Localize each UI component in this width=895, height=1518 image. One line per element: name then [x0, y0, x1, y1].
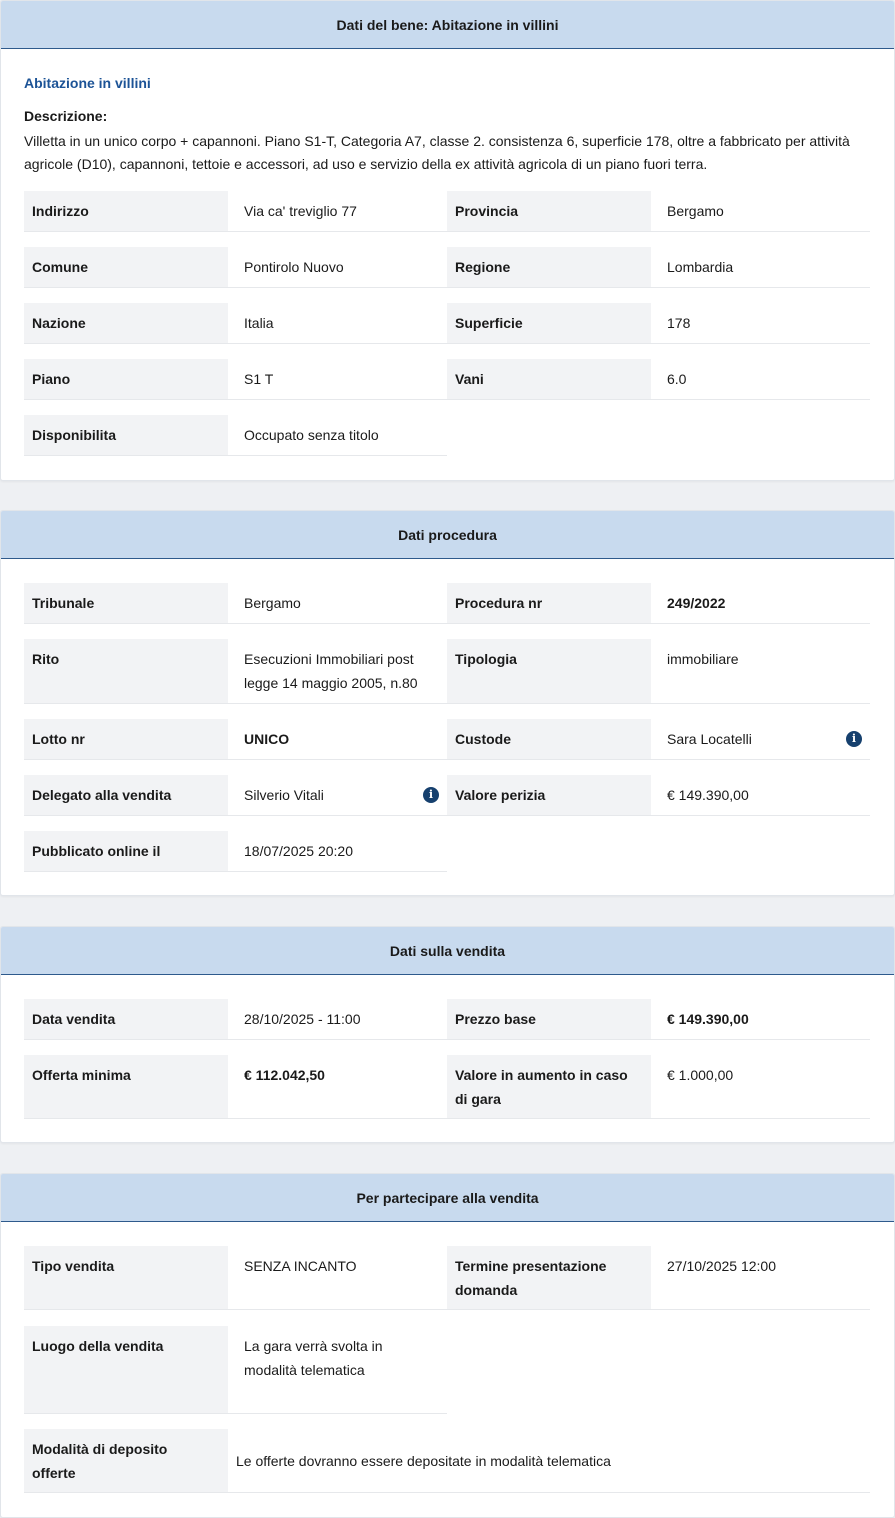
data-vendita-value: 28/10/2025 - 11:00 [228, 999, 447, 1040]
prezzo-base-value: € 149.390,00 [651, 999, 870, 1040]
piano-label: Piano [24, 359, 228, 400]
disponibilita-value: Occupato senza titolo [228, 415, 447, 456]
table-row [24, 583, 870, 624]
property-subtitle: Abitazione in villini [24, 75, 151, 91]
table-row [24, 1326, 870, 1414]
table-row [24, 191, 870, 232]
table-row [24, 1246, 870, 1310]
tipo-vendita-value: SENZA INCANTO [228, 1246, 447, 1310]
lotto-value: UNICO [228, 719, 447, 760]
card-dati-procedura [0, 510, 895, 896]
regione-label: Regione [447, 247, 651, 288]
table-row [24, 1055, 870, 1119]
vani-label: Vani [447, 359, 651, 400]
comune-label: Comune [24, 247, 228, 288]
deposito-value: Le offerte dovranno essere depositate in modalità telematica [228, 1429, 870, 1493]
description-text: Villetta in un unico corpo + capannoni. Piano S1-T, Categoria A7, classe 2. consistenza 6, superficie 178, oltre a fabbricato per attività agricole (D10), capannoni, tettoie e accessori, ad uso e servizio della ex attività agricola di un piano fuori terra. [24, 133, 850, 172]
custode-value: Sara Locatelli [667, 731, 752, 747]
piano-value: S1 T [228, 359, 447, 400]
card-dati-bene [0, 0, 895, 481]
table-row [24, 999, 870, 1040]
nazione-value: Italia [228, 303, 447, 344]
table-row [24, 303, 870, 344]
offerta-minima-label: Offerta minima [24, 1055, 228, 1119]
data-vendita-label: Data vendita [24, 999, 228, 1040]
offerta-minima-value: € 112.042,50 [228, 1055, 447, 1119]
prezzo-base-label: Prezzo base [447, 999, 651, 1040]
deposito-label: Modalità di deposito offerte [24, 1429, 228, 1493]
aumento-value: € 1.000,00 [651, 1055, 870, 1119]
table-row [24, 247, 870, 288]
pubblicato-value: 18/07/2025 20:20 [228, 831, 447, 872]
termine-value: 27/10/2025 12:00 [651, 1246, 870, 1310]
provincia-value: Bergamo [651, 191, 870, 232]
vani-value: 6.0 [651, 359, 870, 400]
termine-label: Termine presentazione domanda [447, 1246, 651, 1310]
disponibilita-label: Disponibilita [24, 415, 228, 456]
indirizzo-label: Indirizzo [24, 191, 228, 232]
delegato-value: Silverio Vitali [244, 787, 324, 803]
superficie-value: 178 [651, 303, 870, 344]
provincia-label: Provincia [447, 191, 651, 232]
table-row [24, 831, 870, 872]
table-row [24, 1429, 870, 1493]
custode-info-icon[interactable]: i [846, 731, 862, 747]
procedura-value: 249/2022 [651, 583, 870, 624]
indirizzo-value: Via ca' treviglio 77 [228, 191, 447, 232]
nazione-label: Nazione [24, 303, 228, 344]
table-row [24, 639, 870, 704]
tribunale-value: Bergamo [228, 583, 447, 624]
section-header-partecipare: Per partecipare alla vendita [1, 1174, 894, 1222]
rito-label: Rito [24, 639, 228, 704]
card-partecipare [0, 1173, 895, 1518]
section-header-dati-bene: Dati del bene: Abitazione in villini [1, 1, 894, 49]
comune-value: Pontirolo Nuovo [228, 247, 447, 288]
section-header-dati-procedura: Dati procedura [1, 511, 894, 559]
delegato-cell [228, 775, 447, 816]
description-label: Descrizione: [24, 108, 108, 124]
pubblicato-label: Pubblicato online il [24, 831, 228, 872]
card-dati-vendita [0, 926, 895, 1143]
table-row [24, 719, 870, 760]
rito-value: Esecuzioni Immobiliari post legge 14 maggio 2005, n.80 [228, 639, 447, 704]
table-row [24, 415, 870, 456]
delegato-label: Delegato alla vendita [24, 775, 228, 816]
procedura-label: Procedura nr [447, 583, 651, 624]
tribunale-label: Tribunale [24, 583, 228, 624]
custode-cell [651, 719, 870, 760]
aumento-label: Valore in aumento in caso di gara [447, 1055, 651, 1119]
tipologia-label: Tipologia [447, 639, 651, 704]
tipo-vendita-label: Tipo vendita [24, 1246, 228, 1310]
tipologia-value: immobiliare [651, 639, 870, 704]
delegato-info-icon[interactable]: i [423, 787, 439, 803]
custode-label: Custode [447, 719, 651, 760]
luogo-value: La gara verrà svolta in modalità telematica [228, 1326, 447, 1414]
perizia-value: € 149.390,00 [651, 775, 870, 816]
regione-value: Lombardia [651, 247, 870, 288]
perizia-label: Valore perizia [447, 775, 651, 816]
lotto-label: Lotto nr [24, 719, 228, 760]
luogo-label: Luogo della vendita [24, 1326, 228, 1414]
superficie-label: Superficie [447, 303, 651, 344]
table-row [24, 359, 870, 400]
section-header-dati-vendita: Dati sulla vendita [1, 927, 894, 975]
table-row [24, 775, 870, 816]
